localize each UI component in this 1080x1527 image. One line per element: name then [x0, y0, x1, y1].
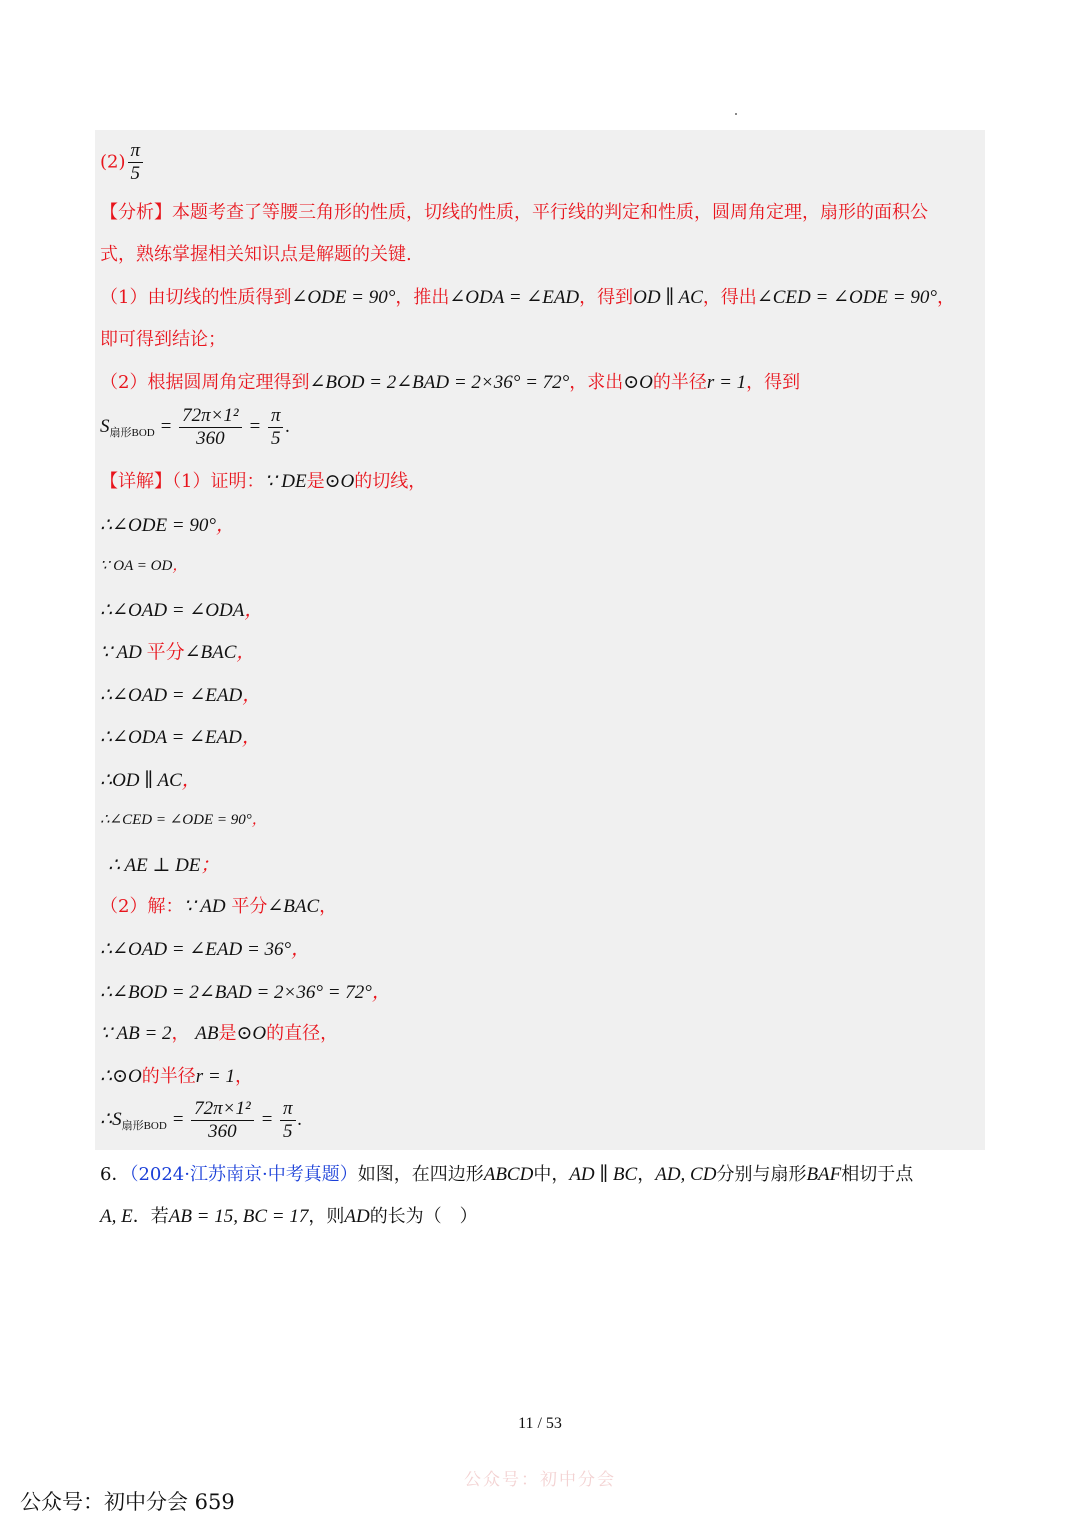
part2-final-area: $\therefore S_{扇形BOD}$ = $\frac{\text{72π×1²}}{360}$ = $\frac{\pi}{5}$ . [100, 1098, 303, 1142]
detail-tag: 【详解】 [100, 471, 172, 492]
proof-line-6: ∴∠ODA = ∠EAD， [100, 727, 261, 748]
analysis-step-2: （2）根据圆周角定理得到∠BOD = 2∠BAD = 2×36° = 72°，求出⊙O的半径r = 1，得到 [100, 372, 801, 393]
answer-label: (2) [100, 151, 126, 173]
part2-line-2: ∴∠BOD = 2∠BAD = 2×36° = 72°， [100, 982, 391, 1003]
proof-line-1: ∴∠ODE = 90°， [100, 515, 235, 536]
analysis-line-2: 式，熟练掌握相关知识点是解题的关键. [100, 244, 412, 265]
question-6-line-2: A, E．若AB = 15, BC = 17，则AD的长为（ ） [100, 1206, 478, 1227]
detail-heading: 【详解】（1）证明：∵ DE是⊙O的切线， [100, 471, 427, 492]
proof-line-7: ∴OD ∥ AC， [100, 770, 201, 791]
question-6-line-1: 6．（2024·江苏南京·中考真题）如图，在四边形ABCD中，AD ∥ BC，AD, CD分别与扇形BAF相切于点 [100, 1164, 914, 1185]
part2-line-1: ∴∠OAD = ∠EAD = 36°， [100, 939, 311, 960]
answer-line [100, 140, 145, 185]
watermark: 公众号：初中分会 [464, 1470, 616, 1490]
part2-heading: （2）解：∵ AD 平分∠BAC， [100, 896, 338, 917]
proof-line-2: ∵ OA = OD， [100, 558, 188, 574]
proof-line-4: ∵ AD 平分∠BAC， [100, 642, 256, 663]
proof-line-8: ∴∠CED = ∠ODE = 90°， [100, 812, 267, 828]
question-number: 6． [100, 1164, 130, 1185]
proof-line-9: ∴ AE ⊥ DE； [108, 855, 220, 876]
answer-fraction: $\frac{\pi}{5}$ [128, 140, 144, 185]
part2-line-4: ∴⊙O的半径r = 1， [100, 1066, 253, 1087]
sector-area-formula: $S_{扇形BOD}$ = $\frac{\text{72π×1²}}{360}$ = $\frac{\pi}{5}$ . [100, 405, 291, 449]
analysis-step-1-end: 即可得到结论； [100, 329, 226, 350]
page-number: 11 / 53 [518, 1415, 562, 1432]
analysis-line-1: 【分析】本题考查了等腰三角形的性质，切线的性质，平行线的判定和性质，圆周角定理，扇形的面积公 [100, 202, 928, 223]
part2-line-3: ∵ AB = 2， AB是⊙O的直径， [100, 1023, 339, 1044]
analysis-tag: 【分析】 [100, 202, 172, 223]
proof-line-5: ∴∠OAD = ∠EAD， [100, 685, 262, 706]
account-label: 公众号：初中分会 659 [20, 1490, 235, 1514]
analysis-step-1: （1）由切线的性质得到∠ODE = 90°，推出∠ODA = ∠EAD，得到OD ∥ AC，得出∠CED = ∠ODE = 90°， [100, 287, 955, 308]
question-source: （2024·江苏南京·中考真题） [129, 1164, 358, 1185]
stray-dot [735, 113, 737, 115]
proof-line-3: ∴∠OAD = ∠ODA， [100, 600, 264, 621]
